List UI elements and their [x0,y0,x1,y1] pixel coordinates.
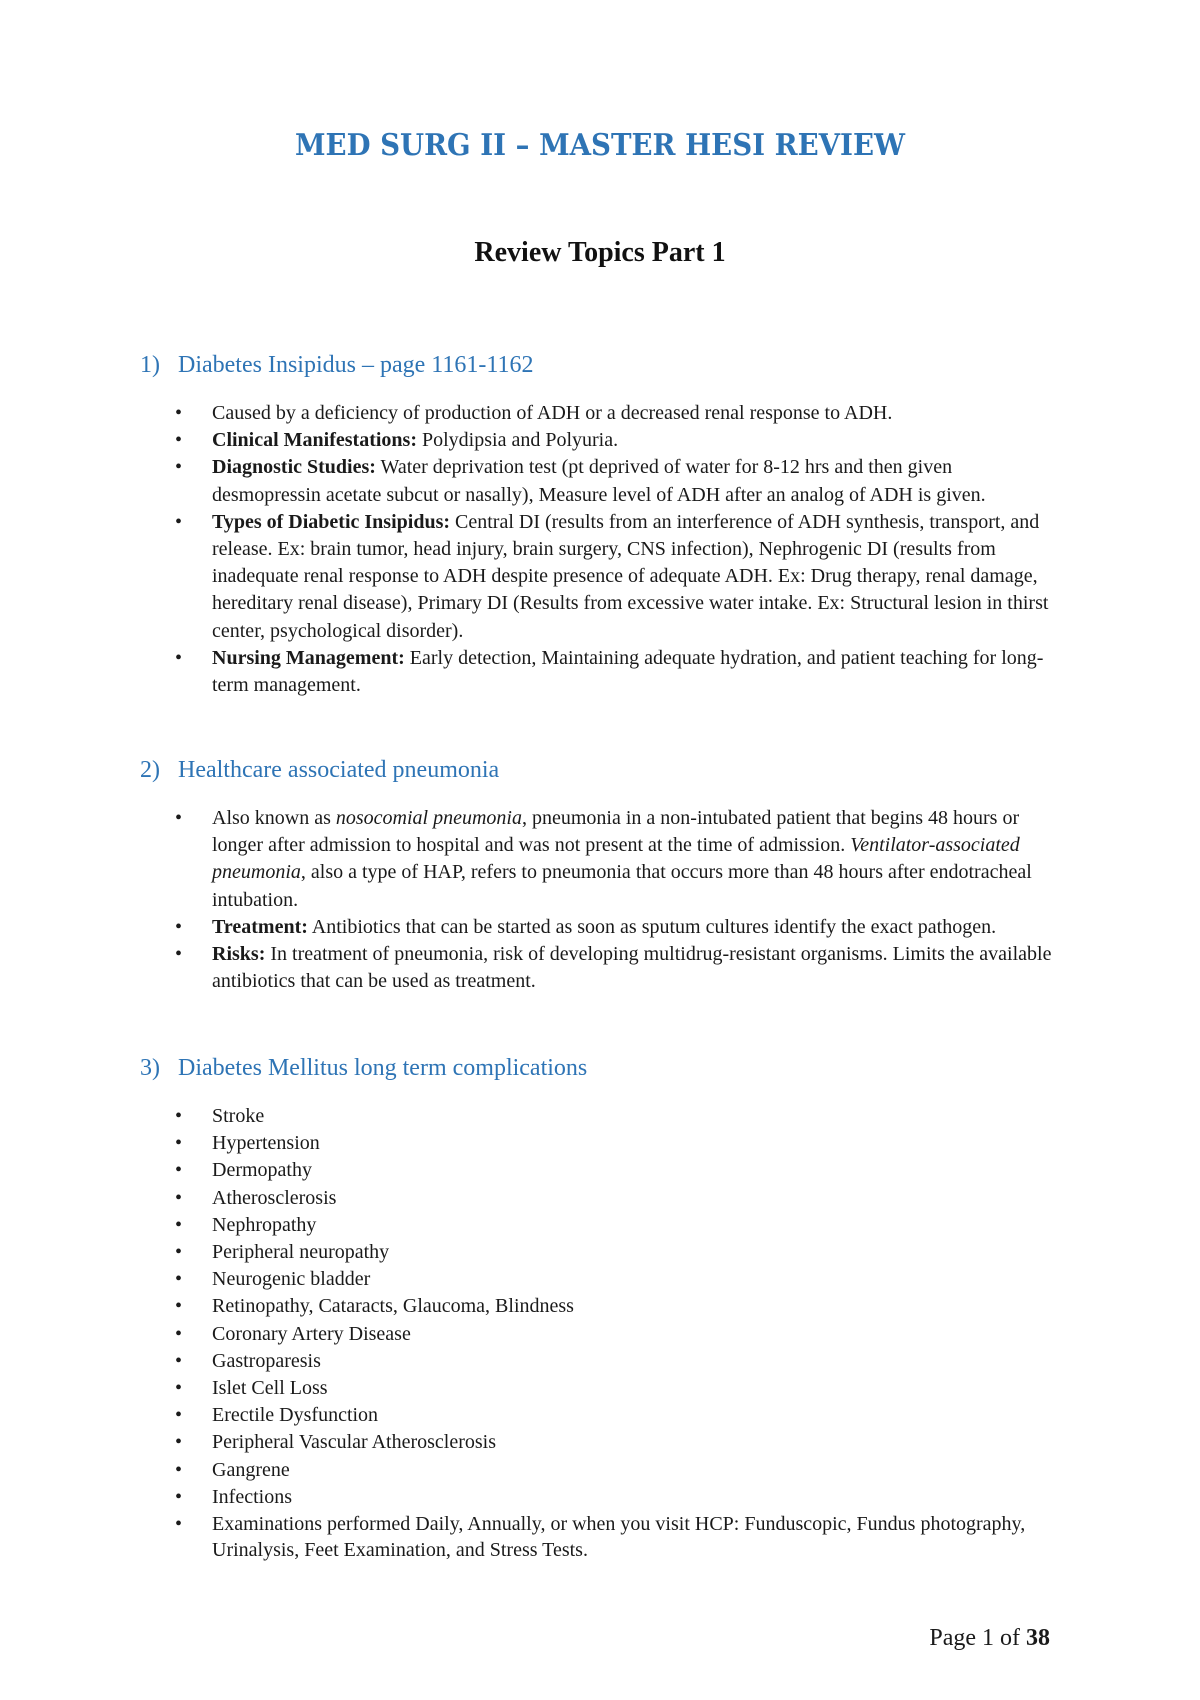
list-item [140,805,1060,914]
list-item [140,941,1060,995]
item-text: , also a type of HAP, refers to pneumonia that occurs more than 48 hours after endotracheal intubation. [212,861,1032,911]
section-title: Healthcare associated pneumonia [178,757,500,783]
list-item: • Atherosclerosis [140,1185,1060,1212]
item-text: Water deprivation test (pt deprived of water for 8-12 hrs and then given desmopressin acetate subcut or nasally), Measure level of ADH after an analog of ADH is given. [212,456,986,506]
item-text: , pneumonia in a non-intubated patient that begins 48 hours or longer after admission to hospital and was not present at the time of admission. [212,807,1020,857]
section-title: Diabetes Insipidus – page 1161-1162 [178,352,534,378]
bullet-list [140,1103,1060,1563]
section-heading [140,352,1060,379]
section-heading [140,1055,1060,1082]
footer-of: of [994,1625,1026,1651]
list-item: • Erectile Dysfunction [140,1402,1060,1429]
item-label: Diagnostic Studies: [212,456,376,479]
list-item: • Gastroparesis [140,1348,1060,1375]
item-label: Risks: [212,943,266,966]
footer-prefix: Page [929,1625,982,1651]
list-item: • Gangrene [140,1457,1060,1484]
list-item [140,914,1060,941]
item-label: Clinical Manifestations: [212,429,417,452]
list-item: • Examinations performed Daily, Annually, or when you visit HCP: Funduscopic, Fundus photography, Urinalysis, Feet Examination, and Stress Tests. [140,1511,1060,1563]
list-item [140,454,1060,508]
item-italic: nosocomial pneumonia [335,807,522,829]
page-footer [929,1625,1050,1652]
list-item [140,645,1060,699]
list-item [140,427,1060,454]
section-title: Diabetes Mellitus long term complications [178,1055,588,1081]
list-item: • Neurogenic bladder [140,1266,1060,1293]
list-item: • Hypertension [140,1130,1060,1157]
list-item: • Infections [140,1484,1060,1511]
list-item: • Nephropathy [140,1212,1060,1239]
list-item: • Dermopathy [140,1157,1060,1184]
document-subtitle: Review Topics Part 1 [474,237,726,268]
item-text: Antibiotics that can be started as soon as sputum cultures identify the exact pathogen. [311,915,997,938]
item-italic: Ventilator-associated pneumonia [212,834,1020,884]
list-item [140,509,1060,645]
item-text: Also known as [212,807,336,829]
list-item: • Peripheral neuropathy [140,1239,1060,1266]
bullet-list [140,805,1060,995]
item-text: Early detection, Maintaining adequate hydration, and patient teaching for long-term management. [212,646,1044,697]
list-item: • Coronary Artery Disease [140,1321,1060,1348]
item-label: Treatment: [212,915,308,938]
section-number: 3) [140,1055,160,1081]
list-item [140,400,1060,427]
item-text: In treatment of pneumonia, risk of developing multidrug-resistant organisms. Limits the available antibiotics that can be used as treatment. [212,943,1052,993]
section-heading [140,757,1060,784]
section-diabetes-complications [140,1055,1060,1563]
item-text: Polydipsia and Polyuria. [422,429,619,452]
item-text: Caused by a deficiency of production of ADH or a decreased renal response to ADH. [212,402,893,424]
section-number: 1) [140,352,160,378]
section-diabetes-insipidus [140,352,1060,699]
item-text: Central DI (results from an interference of ADH synthesis, transport, and release. Ex: brain tumor, head injury, brain surgery, CNS infection), Nephrogenic DI (results from inadequate renal response to ADH despite presence of adequate ADH. Ex: Drug therapy, renal damage, hereditary renal disease), Primary DI (Results from excessive water intake. Ex: Structural lesion in thirst center, psychological disorder). [212,510,1049,642]
list-item: • Islet Cell Loss [140,1375,1060,1402]
item-label: Nursing Management: [212,646,405,669]
list-item: • Peripheral Vascular Atherosclerosis [140,1429,1060,1456]
bullet-list [140,400,1060,699]
section-healthcare-pneumonia [140,757,1060,995]
section-number: 2) [140,757,160,783]
list-item: • Stroke [140,1103,1060,1130]
current-page-number: 1 [982,1625,994,1651]
item-label: Types of Diabetic Insipidus: [212,510,451,533]
document-title: MED SURG II – MASTER HESI REVIEW [294,128,905,163]
total-page-count: 38 [1026,1625,1050,1651]
list-item: • Retinopathy, Cataracts, Glaucoma, Blindness [140,1293,1060,1320]
